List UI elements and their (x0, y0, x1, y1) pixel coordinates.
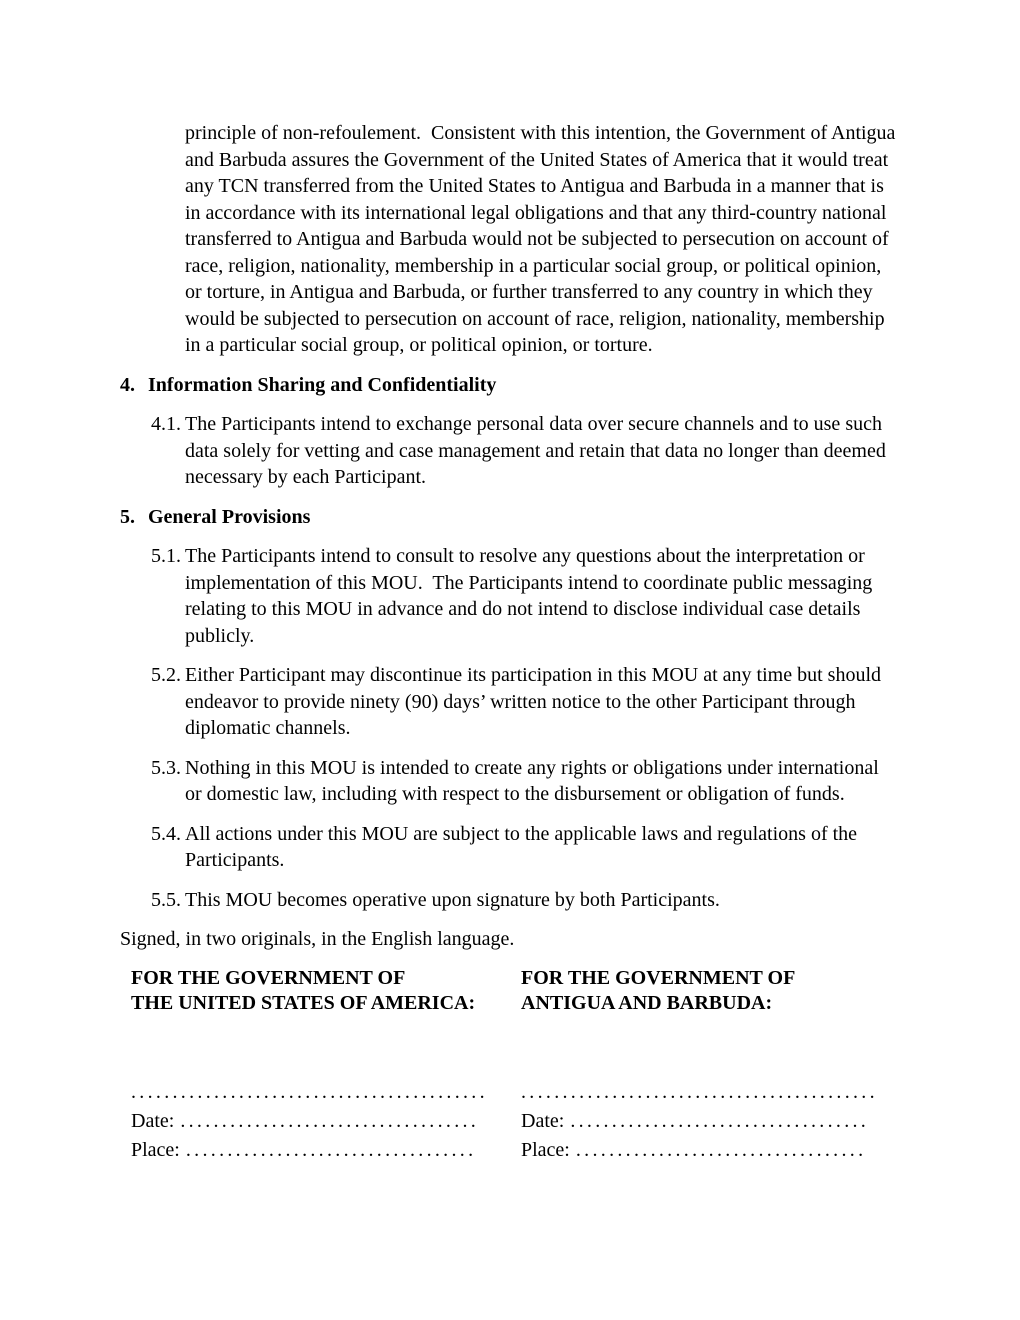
signature-heading (131, 966, 521, 1016)
item-text: The Participants intend to exchange personal data over secure channels and to use such data solely for vetting and case management and retain that data no longer than deemed necessary by each Participant. (185, 413, 891, 488)
list-item-5-5 (151, 887, 900, 914)
signature-heading-line2: ANTIGUA AND BARBUDA: (521, 991, 773, 1014)
section-number: 5. (120, 505, 135, 528)
list-item-5-1 (151, 543, 900, 649)
item-number: 5.4. (151, 822, 181, 845)
signed-statement: Signed, in two originals, in the English language. (120, 928, 515, 950)
date-line (131, 1107, 521, 1136)
item-text: The Participants intend to consult to resolve any questions about the interpretation or implementation of this MOU. The Participants intend to coordinate public messaging relating to this MOU in advance and do not intend to disclose individual case details publicly. (185, 545, 878, 647)
place-label: Place: (521, 1138, 570, 1161)
signature-heading-line2: THE UNITED STATES OF AMERICA: (131, 991, 476, 1014)
signature-block-united-states (131, 966, 521, 1165)
date-label: Date: (131, 1109, 175, 1132)
item-number: 5.3. (151, 756, 181, 779)
place-dots: ................................... (185, 1138, 477, 1161)
intro-paragraph: principle of non-refoulement. Consistent with this intention, the Government of Antigua and Barbuda assures the Government of the United States of America that it would treat any TCN transferred from the United States to Antigua and Barbuda in a manner that is in accordance with its international legal obligations and that any third-country national transferred to Antigua and Barbuda would not be subjected to persecution on account of race, religion, nationality, membership in a particular social group, or political opinion, or torture, in Antigua and Barbuda, or further transferred to any country in which they would be subjected to persecution on account of race, religion, nationality, membership in a particular social group, or political opinion, or torture. (185, 122, 901, 356)
signature-block-antigua-barbuda (521, 966, 911, 1165)
section-heading-5 (120, 504, 900, 531)
date-dots: .................................... (180, 1109, 480, 1132)
list-item-5-2 (151, 662, 900, 742)
item-number: 5.2. (151, 664, 181, 686)
section-number: 4. (120, 373, 135, 396)
list-item-5-3 (151, 755, 900, 808)
section-title: General Provisions (148, 505, 311, 528)
date-label: Date: (521, 1109, 565, 1132)
place-line (521, 1136, 911, 1165)
signature-lines (521, 1078, 911, 1165)
item-number: 5.5. (151, 888, 181, 911)
signature-heading-line1: FOR THE GOVERNMENT OF (521, 966, 796, 989)
item-text: All actions under this MOU are subject to the applicable laws and regulations of the Participants. (185, 822, 863, 871)
date-dots: .................................... (570, 1109, 870, 1132)
signature-line: ........................................... (131, 1080, 488, 1103)
signature-heading (521, 966, 911, 1016)
item-text: Nothing in this MOU is intended to create any rights or obligations under international or domestic law, including with respect to the disbursement or obligation of funds. (185, 756, 884, 805)
item-text: This MOU becomes operative upon signature by both Participants. (185, 888, 720, 911)
list-item-5-4 (151, 821, 900, 874)
place-line (131, 1136, 521, 1165)
signature-blocks (131, 966, 900, 1165)
date-line (521, 1107, 911, 1136)
item-text: Either Participant may discontinue its participation in this MOU at any time but should endeavor to provide ninety (90) days’ written notice to the other Participant through diplomatic channels. (185, 664, 886, 739)
list-item-4-1 (151, 411, 900, 491)
place-label: Place: (131, 1138, 180, 1161)
item-number: 5.1. (151, 545, 181, 567)
signature-line: ........................................... (521, 1080, 878, 1103)
section-title: Information Sharing and Confidentiality (148, 373, 497, 396)
place-dots: ................................... (575, 1138, 867, 1161)
signature-lines (131, 1078, 521, 1165)
section-heading-4 (120, 372, 900, 399)
signature-heading-line1: FOR THE GOVERNMENT OF (131, 966, 406, 989)
item-number: 4.1. (151, 413, 181, 435)
